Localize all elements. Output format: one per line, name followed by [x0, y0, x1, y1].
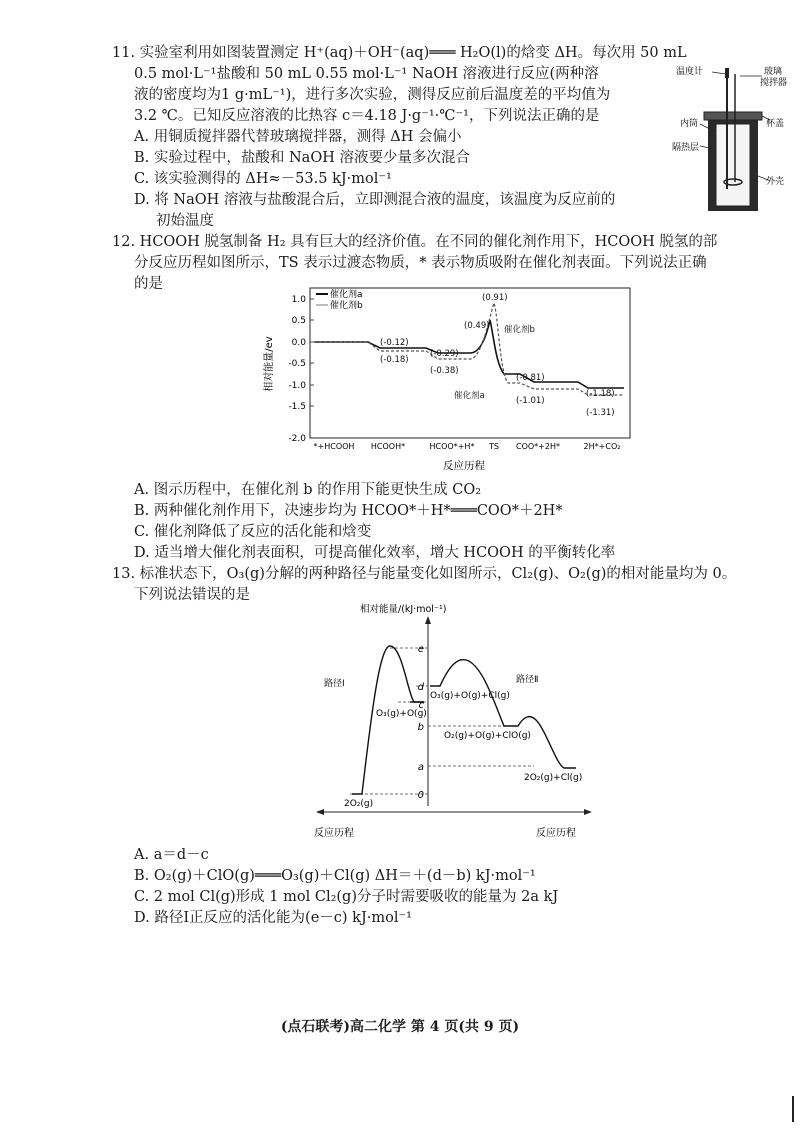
q12-option-c: C. 催化剂降低了反应的活化能和焓变	[134, 524, 372, 540]
q12-stem-line2: 分反应历程如图所示，TS 表示过渡态物质，* 表示物质吸附在催化剂表面。下列说法正确	[134, 255, 707, 271]
label-m118: (-1.18)	[586, 389, 615, 399]
chart12-xlabel: 反应历程	[443, 460, 485, 472]
y-ticks	[288, 295, 306, 444]
species-o3-o: O₃(g)+O(g)	[376, 709, 427, 719]
o3-decomposition-chart	[290, 598, 600, 840]
q13-option-a: A. a＝d－c	[134, 847, 209, 863]
xtick-end: 2H*+CO₂	[583, 442, 621, 451]
q11-stem-line1: 11. 实验室利用如图装置测定 H⁺(aq)＋OH⁻(aq)═══ H₂O(l)的焓变 ΔH。每次用 50 mL	[112, 45, 687, 61]
label-091: (0.91)	[482, 293, 508, 303]
page-footer: (点石联考)高二化学 第 4 页(共 9 页)	[280, 1019, 520, 1035]
xtick-hcooh-ads: HCOOH*	[370, 442, 406, 451]
label-glass: 玻璃	[764, 67, 783, 77]
label-m029: (-0.29)	[430, 349, 459, 359]
level-0: 0	[417, 790, 424, 801]
q11-stem-line3: 液的密度均为1 g·mL⁻¹)，进行多次实验，测得反应前后温度差的平均值为	[134, 87, 611, 103]
q11-option-c: C. 该实验测得的 ΔH≈－53.5 kJ·mol⁻¹	[134, 171, 392, 187]
ytick--1: -1.0	[288, 381, 306, 391]
ytick-1: 1.0	[291, 295, 306, 305]
chart12-ylabel: 相对能量/ev	[264, 336, 275, 392]
q11-option-d-line1: D. 将 NaOH 溶液与盐酸混合后，立即测混合液的温度，该温度为反应前的	[134, 192, 616, 208]
chart13-xlabel-left: 反应历程	[314, 828, 354, 839]
xtick-hcoo-h: HCOO*+H*	[429, 442, 475, 451]
legend-b: 催化剂b	[330, 301, 363, 311]
label-inner-cup: 内筒	[680, 119, 699, 129]
label-path1: 路径Ⅰ	[324, 679, 345, 689]
xtick-start: *+HCOOH	[313, 442, 355, 451]
level-d: d	[417, 682, 424, 693]
level-a: a	[417, 762, 424, 773]
label-lid: 杯盖	[766, 119, 785, 129]
q12-option-b: B. 两种催化剂作用下，决速步均为 HCOO*＋H*═══COO*＋2H*	[134, 503, 563, 519]
chart13-ylabel: 相对能量/(kJ·mol⁻¹)	[360, 604, 447, 615]
q13-option-b: B. O₂(g)＋ClO(g)═══O₃(g)＋Cl(g) ΔH＝＋(d－b) kJ·mol⁻¹	[134, 868, 536, 884]
label-thermometer: 温度计	[676, 67, 704, 77]
label-m018: (-0.18)	[380, 355, 409, 365]
path-2-curve	[430, 660, 576, 768]
q11-option-d-line2: 初始温度	[156, 213, 214, 229]
label-m012: (-0.12)	[380, 338, 409, 348]
q13-stem-line1: 13. 标准状态下，O₃(g)分解的两种路径与能量变化如图所示，Cl₂(g)、O₂(g)的相对能量均为 0。	[112, 566, 737, 582]
q12-stem-line1: 12. HCOOH 脱氢制备 H₂ 具有巨大的经济价值。在不同的催化剂作用下，HCOOH 脱氢的部	[112, 234, 718, 250]
level-e: e	[417, 644, 424, 655]
q12-option-a: A. 图示历程中，在催化剂 b 的作用下能更快生成 CO₂	[134, 482, 482, 498]
label-path2: 路径Ⅱ	[516, 675, 539, 685]
label-insulation: 隔热层	[672, 143, 700, 153]
ytick--1.5: -1.5	[288, 402, 306, 412]
level-c: c	[418, 700, 424, 711]
curve-label-a: 催化剂a	[454, 391, 485, 401]
margin-mark	[792, 1096, 794, 1122]
xtick-coo-2h: COO*+2H*	[516, 442, 560, 451]
q12-stem-line3: 的是	[134, 276, 163, 292]
species-2o2-cl: 2O₂(g)+Cl(g)	[524, 773, 583, 783]
q13-option-d: D. 路径Ⅰ正反应的活化能为(e－c) kJ·mol⁻¹	[134, 910, 412, 926]
ytick-0.5: 0.5	[291, 316, 306, 326]
q13-stem-line2: 下列说法错误的是	[134, 587, 250, 603]
q12-option-d: D. 适当增大催化剂表面积，可提高催化效率，增大 HCOOH 的平衡转化率	[134, 545, 616, 561]
species-o2-o-clo: O₂(g)+O(g)+ClO(g)	[444, 731, 531, 741]
label-shell: 外壳	[766, 177, 785, 187]
xtick-ts: TS	[489, 442, 499, 451]
label-m038: (-0.38)	[430, 366, 459, 376]
curve-label-b: 催化剂b	[504, 325, 535, 335]
label-m101: (-1.01)	[516, 396, 545, 406]
chart13-xlabel-right: 反应历程	[536, 828, 576, 839]
ytick-0: 0.0	[291, 338, 306, 348]
q11-stem-line4: 3.2 ℃。已知反应溶液的比热容 c＝4.18 J·g⁻¹·℃⁻¹，下列说法正确的是	[134, 108, 600, 124]
label-m081: (-0.81)	[516, 373, 545, 383]
label-m131: (-1.31)	[586, 408, 615, 418]
legend-a: 催化剂a	[330, 290, 363, 300]
label-049: (0.49)	[464, 321, 490, 331]
q11-stem-line2: 0.5 mol·L⁻¹盐酸和 50 mL 0.55 mol·L⁻¹ NaOH 溶液进行反应(两种溶	[134, 66, 599, 82]
level-b: b	[417, 722, 424, 733]
species-o3-o-cl: O₃(g)+O(g)+Cl(g)	[430, 691, 510, 701]
hcooh-energy-chart	[258, 284, 638, 474]
path-1-curve	[352, 646, 424, 794]
ytick--0.5: -0.5	[288, 359, 306, 369]
calorimeter-diagram	[672, 64, 794, 214]
ytick--2: -2.0	[288, 434, 306, 444]
label-stirrer: 搅拌器	[760, 78, 788, 88]
q13-option-c: C. 2 mol Cl(g)形成 1 mol Cl₂(g)分子时需要吸收的能量为 2a kJ	[134, 889, 559, 905]
q11-option-b: B. 实验过程中，盐酸和 NaOH 溶液要少量多次混合	[134, 150, 470, 166]
q11-option-a: A. 用铜质搅拌器代替玻璃搅拌器，测得 ΔH 会偏小	[134, 129, 462, 145]
species-2o2: 2O₂(g)	[344, 799, 374, 809]
